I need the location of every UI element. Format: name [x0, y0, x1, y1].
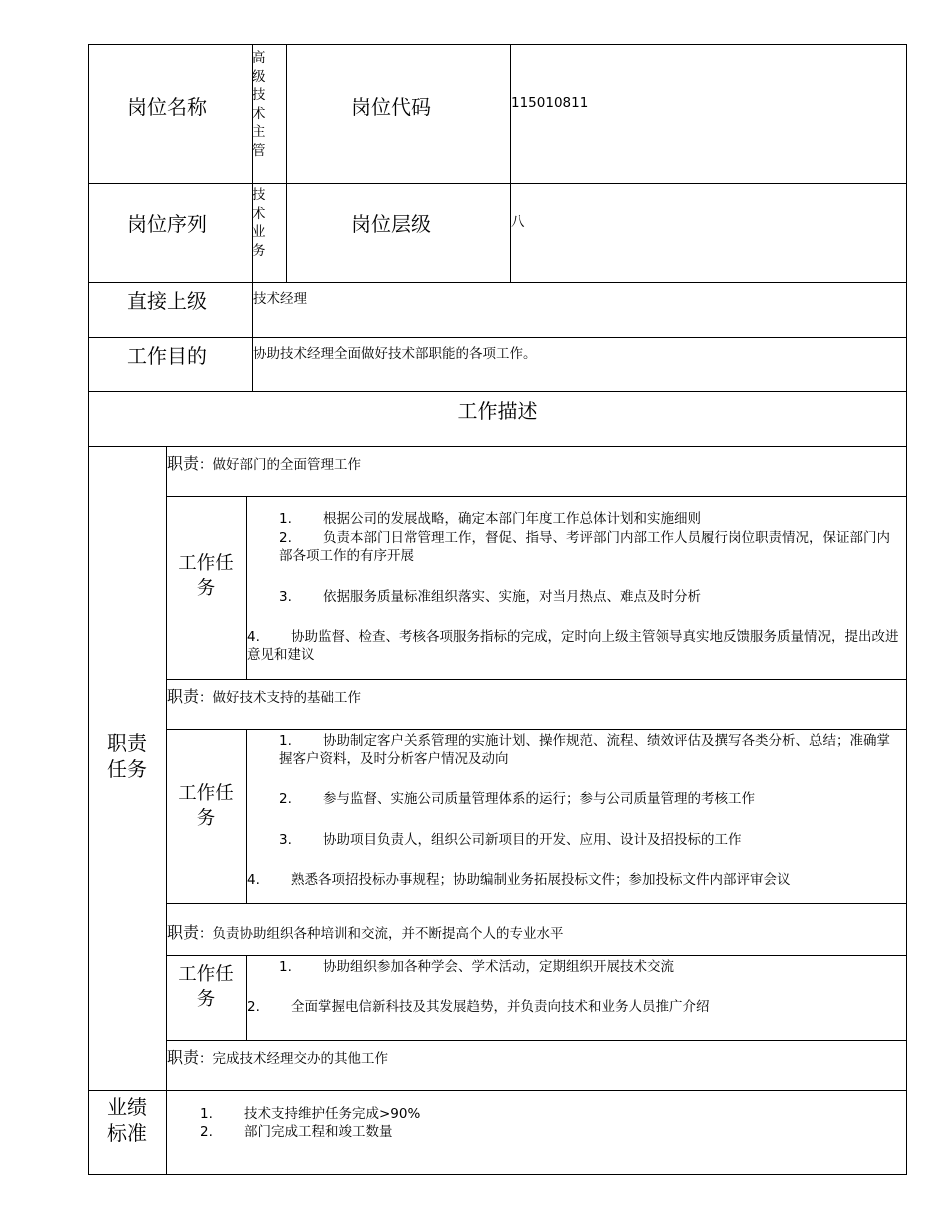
- duty-prefix: 职责: [167, 1048, 200, 1067]
- post-series-label: 岗位序列: [127, 212, 207, 236]
- duty-1: [167, 451, 361, 474]
- row-divider: [166, 903, 907, 904]
- post-code-value: 115010811: [511, 95, 589, 111]
- row-divider: [166, 496, 907, 497]
- col-divider: [510, 44, 511, 282]
- task-label: 工作任 务: [178, 964, 234, 1010]
- duty-text: ：负责协助组织各种培训和交流，并不断提高个人的专业水平: [199, 926, 564, 942]
- duty-prefix: 职责: [167, 923, 200, 942]
- post-name-value: 高级技术主管: [252, 50, 266, 159]
- duty-prefix: 职责: [167, 687, 200, 706]
- supervisor-label: 直接上级: [127, 289, 207, 313]
- duty-2: [167, 684, 361, 707]
- supervisor-value: 技术经理: [253, 291, 307, 307]
- duty-text: ：完成技术经理交办的其他工作: [199, 1051, 389, 1067]
- performance-item: 2. 部门完成工程和竣工数量: [200, 1124, 393, 1140]
- purpose-label: 工作目的: [127, 344, 207, 368]
- purpose-value: 协助技术经理全面做好技术部职能的各项工作。: [253, 346, 537, 362]
- col-divider: [286, 44, 287, 282]
- performance-label: 业绩 标准: [107, 1095, 147, 1145]
- task-label: 工作任 务: [178, 553, 234, 599]
- row-divider: [88, 446, 907, 447]
- task-2-4: 4. 熟悉各项招投标办事规程；协助编制业务拓展投标文件；参加投标文件内部评审会议: [247, 872, 791, 888]
- duty-4: [167, 1045, 388, 1068]
- task-label: 工作任 务: [178, 783, 234, 829]
- task-2-2: 2. 参与监督、实施公司质量管理体系的运行；参与公司质量管理的考核工作: [279, 791, 755, 807]
- row-divider: [88, 1090, 907, 1091]
- duty-prefix: 职责: [167, 454, 200, 473]
- row-divider: [88, 282, 907, 283]
- post-series-value: 技术业务: [252, 187, 266, 259]
- task-text: 负责本部门日常管理工作，督促、指导、考评部门内部工作人员履行岗位职责情况，保证部门内部各项工作的有序开展: [279, 530, 890, 564]
- task-1-3: 3. 依据服务质量标准组织落实、实施，对当月热点、难点及时分析: [279, 589, 701, 605]
- row-divider: [166, 729, 907, 730]
- row-divider: [88, 183, 907, 184]
- duty-3: [167, 920, 564, 943]
- duty-text: ：做好技术支持的基础工作: [199, 690, 362, 706]
- duty-text: ：做好部门的全面管理工作: [199, 457, 362, 473]
- post-code-label: 岗位代码: [351, 95, 431, 119]
- task-3-1: 1. 协助组织参加各种学会、学术活动，定期组织开展技术交流: [279, 959, 674, 975]
- task-number: 2.: [279, 530, 292, 546]
- row-divider: [166, 955, 907, 956]
- duties-label: 职责 任务: [107, 731, 147, 781]
- task-1-2: [279, 529, 899, 565]
- performance-item: 1. 技术支持维护任务完成>90%: [200, 1106, 421, 1122]
- post-level-value: 八: [511, 214, 525, 230]
- task-1-4: 4. 协助监督、检查、考核各项服务指标的完成，定时向上级主管领导真实地反馈服务质量情况，提出改进意见和建议: [247, 629, 899, 663]
- row-divider: [88, 391, 907, 392]
- task-1-1: 1. 根据公司的发展战略，确定本部门年度工作总体计划和实施细则: [279, 511, 701, 527]
- task-2-1: 1. 协助制定客户关系管理的实施计划、操作规范、流程、绩效评估及撰写各类分析、总结；准确掌握客户资料，及时分析客户情况及动向: [279, 733, 890, 767]
- description-title: 工作描述: [457, 399, 538, 423]
- post-name-label: 岗位名称: [127, 95, 207, 119]
- row-divider: [88, 337, 907, 338]
- row-divider: [166, 679, 907, 680]
- row-divider: [166, 1040, 907, 1041]
- task-2-3: 3. 协助项目负责人，组织公司新项目的开发、应用、设计及招投标的工作: [279, 832, 742, 848]
- post-level-label: 岗位层级: [351, 212, 431, 236]
- task-3-2: 2. 全面掌握电信新科技及其发展趋势，并负责向技术和业务人员推广介绍: [247, 999, 710, 1015]
